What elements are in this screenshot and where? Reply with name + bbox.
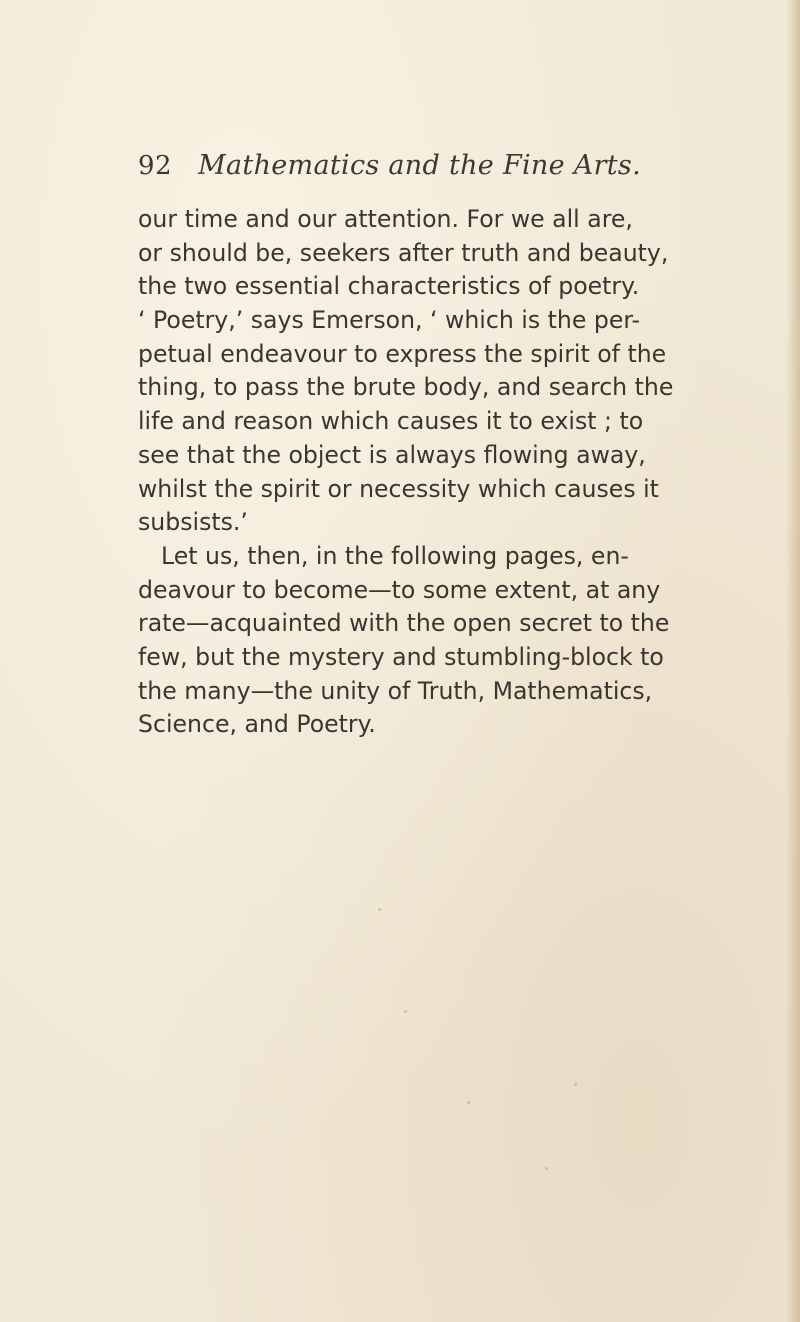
text-line: subsists.’ — [138, 508, 248, 537]
running-title: Mathematics and the Fine Arts. — [198, 150, 641, 181]
text-line: the two essential characteristics of poetry. — [138, 272, 640, 301]
page-header — [138, 150, 738, 200]
paper-speck — [467, 1101, 470, 1104]
paper-speck — [545, 1167, 548, 1170]
paragraph-start-line: Let us, then, in the following pages, en- — [161, 541, 629, 570]
text-line: deavour to become—to some extent, at any — [138, 575, 661, 604]
paper-speck — [404, 1010, 407, 1013]
text-line: rate—acquainted with the open secret to the — [138, 609, 670, 638]
text-line: whilst the spirit or necessity which causes it — [138, 474, 659, 503]
page-number: 92 — [138, 151, 173, 181]
text-line: the many—the unity of Truth, Mathematics, — [138, 676, 653, 705]
text-line: or should be, seekers after truth and beauty, — [138, 238, 669, 267]
page-edge-shadow — [786, 0, 800, 1322]
text-line: life and reason which causes it to exist ; to — [138, 407, 644, 436]
paper-speck — [574, 1083, 577, 1086]
paper-speck — [378, 908, 381, 911]
body-text — [138, 203, 738, 742]
text-line: petual endeavour to express the spirit of the — [138, 339, 667, 368]
text-line: Science, and Poetry. — [138, 710, 376, 739]
text-line: see that the object is always flowing away, — [138, 440, 646, 469]
text-line: ‘ Poetry,’ says Emerson, ‘ which is the per- — [138, 306, 641, 335]
text-line: thing, to pass the brute body, and search the — [138, 373, 674, 402]
text-line: few, but the mystery and stumbling-block to — [138, 642, 664, 671]
text-line: our time and our attention. For we all are, — [138, 205, 633, 233]
